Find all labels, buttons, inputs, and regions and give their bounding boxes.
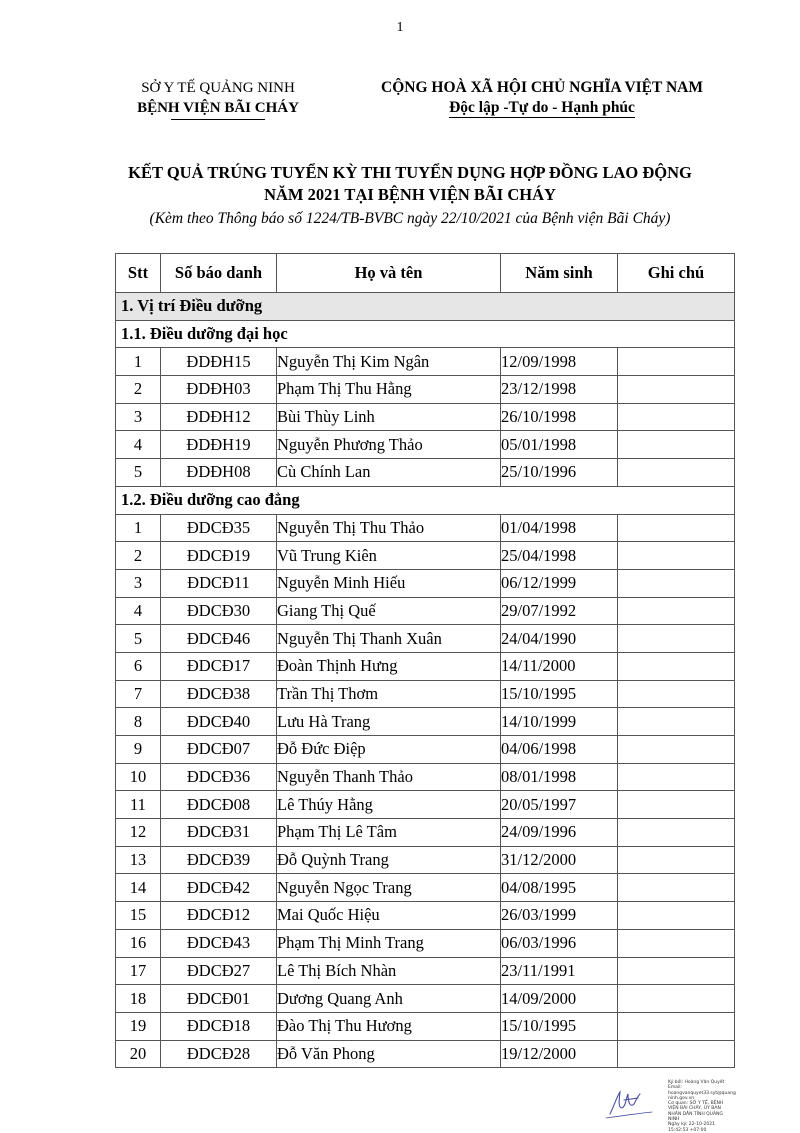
cell-full-name: Nguyễn Thị Thu Thảo xyxy=(277,514,501,542)
signature-info-line: Email: xyxy=(668,1085,683,1091)
header-birth-date: Năm sinh xyxy=(501,254,618,293)
table-row xyxy=(116,874,735,902)
cell-full-name: Phạm Thị Lê Tâm xyxy=(277,819,501,847)
table-row xyxy=(116,652,735,680)
cell-candidate-number: ĐDCĐ43 xyxy=(161,929,277,957)
section-heading-university-nursing-label: 1.1. Điều dưỡng đại học xyxy=(116,320,735,348)
cell-birth-date: 08/01/1998 xyxy=(501,763,618,791)
cell-candidate-number: ĐDCĐ31 xyxy=(161,819,277,847)
cell-stt: 17 xyxy=(116,957,161,985)
cell-candidate-number: ĐDCĐ39 xyxy=(161,846,277,874)
table-body xyxy=(116,293,735,1068)
cell-birth-date: 15/10/1995 xyxy=(501,680,618,708)
cell-candidate-number: ĐDCĐ46 xyxy=(161,625,277,653)
cell-birth-date: 06/03/1996 xyxy=(501,929,618,957)
table-row xyxy=(116,348,735,376)
cell-stt: 2 xyxy=(116,376,161,404)
cell-birth-date: 26/03/1999 xyxy=(501,902,618,930)
cell-note xyxy=(618,957,735,985)
table-row xyxy=(116,929,735,957)
cell-full-name: Mai Quốc Hiệu xyxy=(277,902,501,930)
signature-info-line: hoangvanquyet33.syt@quang xyxy=(668,1090,736,1096)
signature-info-line: Cơ quan: SỞ Y TẾ, BỆNH xyxy=(668,1101,724,1107)
table-row xyxy=(116,431,735,459)
cell-stt: 15 xyxy=(116,902,161,930)
cell-birth-date: 05/01/1998 xyxy=(501,431,618,459)
cell-candidate-number: ĐDCĐ36 xyxy=(161,763,277,791)
signature-info-line: Ngày ký: 22-10-2021 xyxy=(668,1122,715,1128)
cell-note xyxy=(618,985,735,1013)
cell-stt: 1 xyxy=(116,348,161,376)
table-row xyxy=(116,542,735,570)
header-candidate-number: Số báo danh xyxy=(161,254,277,293)
cell-note xyxy=(618,708,735,736)
document-title-line2: NĂM 2021 TẠI BỆNH VIỆN BÃI CHÁY xyxy=(264,185,556,204)
issuer-hospital: BỆNH VIỆN BÃI CHÁY xyxy=(137,100,299,116)
cell-candidate-number: ĐDĐH15 xyxy=(161,348,277,376)
cell-full-name: Giang Thị Quế xyxy=(277,597,501,625)
cell-note xyxy=(618,431,735,459)
table-row xyxy=(116,819,735,847)
table-row xyxy=(116,736,735,764)
header-stt: Stt xyxy=(116,254,161,293)
cell-full-name: Bùi Thùy Linh xyxy=(277,403,501,431)
document-title-line1: KẾT QUẢ TRÚNG TUYỂN KỲ THI TUYỂN DỤNG HỢP ĐỒNG LAO ĐỘNG xyxy=(128,163,692,182)
cell-full-name: Đỗ Quỳnh Trang xyxy=(277,846,501,874)
cell-full-name: Nguyễn Ngọc Trang xyxy=(277,874,501,902)
issuer-department: SỞ Y TẾ QUẢNG NINH xyxy=(141,80,295,96)
cell-candidate-number: ĐDCĐ42 xyxy=(161,874,277,902)
group-heading-nursing xyxy=(116,293,735,321)
cell-candidate-number: ĐDĐH03 xyxy=(161,376,277,404)
cell-note xyxy=(618,819,735,847)
cell-note xyxy=(618,376,735,404)
cell-candidate-number: ĐDCĐ18 xyxy=(161,1012,277,1040)
cell-birth-date: 29/07/1992 xyxy=(501,597,618,625)
cell-note xyxy=(618,625,735,653)
table-row xyxy=(116,459,735,487)
cell-candidate-number: ĐDCĐ30 xyxy=(161,597,277,625)
cell-full-name: Trần Thị Thơm xyxy=(277,680,501,708)
cell-candidate-number: ĐDCĐ40 xyxy=(161,708,277,736)
table-row xyxy=(116,403,735,431)
cell-note xyxy=(618,1040,735,1068)
cell-full-name: Phạm Thị Thu Hằng xyxy=(277,376,501,404)
cell-birth-date: 25/04/1998 xyxy=(501,542,618,570)
cell-birth-date: 24/09/1996 xyxy=(501,819,618,847)
cell-full-name: Nguyễn Thị Thanh Xuân xyxy=(277,625,501,653)
cell-note xyxy=(618,569,735,597)
table-row xyxy=(116,846,735,874)
cell-birth-date: 20/05/1997 xyxy=(501,791,618,819)
signature-info-line: VIỆN BÃI CHÁY, ỦY BAN xyxy=(668,1106,721,1112)
cell-birth-date: 14/09/2000 xyxy=(501,985,618,1013)
cell-candidate-number: ĐDCĐ08 xyxy=(161,791,277,819)
section-heading-college-nursing xyxy=(116,486,735,514)
section-heading-college-nursing-label: 1.2. Điều dưỡng cao đẳng xyxy=(116,486,735,514)
cell-note xyxy=(618,902,735,930)
section-heading-university-nursing xyxy=(116,320,735,348)
cell-birth-date: 23/11/1991 xyxy=(501,957,618,985)
cell-full-name: Phạm Thị Minh Trang xyxy=(277,929,501,957)
cell-note xyxy=(618,763,735,791)
cell-note xyxy=(618,459,735,487)
cell-stt: 3 xyxy=(116,403,161,431)
cell-stt: 6 xyxy=(116,652,161,680)
page-number: 1 xyxy=(396,20,404,35)
cell-birth-date: 25/10/1996 xyxy=(501,459,618,487)
cell-full-name: Đoàn Thịnh Hưng xyxy=(277,652,501,680)
signature-info-line: 15:42:53 +07:00 xyxy=(668,1127,707,1133)
document-subtitle: (Kèm theo Thông báo số 1224/TB-BVBC ngày 22/10/2021 của Bệnh viện Bãi Cháy) xyxy=(149,210,671,227)
cell-full-name: Đào Thị Thu Hương xyxy=(277,1012,501,1040)
signature-info-line: Ký bởi: Hoàng Văn Quyết xyxy=(668,1080,725,1085)
cell-candidate-number: ĐDCĐ01 xyxy=(161,985,277,1013)
digital-signature-info xyxy=(668,1080,778,1133)
table-row xyxy=(116,597,735,625)
cell-birth-date: 14/11/2000 xyxy=(501,652,618,680)
cell-candidate-number: ĐDCĐ07 xyxy=(161,736,277,764)
cell-candidate-number: ĐDCĐ19 xyxy=(161,542,277,570)
cell-note xyxy=(618,846,735,874)
cell-candidate-number: ĐDCĐ12 xyxy=(161,902,277,930)
cell-candidate-number: ĐDCĐ38 xyxy=(161,680,277,708)
cell-full-name: Nguyễn Thị Kim Ngân xyxy=(277,348,501,376)
cell-note xyxy=(618,652,735,680)
cell-note xyxy=(618,542,735,570)
cell-candidate-number: ĐDCĐ27 xyxy=(161,957,277,985)
cell-note xyxy=(618,874,735,902)
cell-candidate-number: ĐDCĐ17 xyxy=(161,652,277,680)
issuer-block xyxy=(118,78,318,120)
cell-stt: 13 xyxy=(116,846,161,874)
cell-birth-date: 04/06/1998 xyxy=(501,736,618,764)
cell-birth-date: 15/10/1995 xyxy=(501,1012,618,1040)
cell-stt: 8 xyxy=(116,708,161,736)
cell-birth-date: 19/12/2000 xyxy=(501,1040,618,1068)
cell-birth-date: 26/10/1998 xyxy=(501,403,618,431)
cell-full-name: Nguyễn Phương Thảo xyxy=(277,431,501,459)
cell-candidate-number: ĐDCĐ35 xyxy=(161,514,277,542)
table-row xyxy=(116,680,735,708)
cell-full-name: Đỗ Văn Phong xyxy=(277,1040,501,1068)
signature-info-line: NINH xyxy=(668,1117,680,1123)
document-title xyxy=(80,162,740,206)
cell-birth-date: 14/10/1999 xyxy=(501,708,618,736)
table-row xyxy=(116,569,735,597)
cell-birth-date: 01/04/1998 xyxy=(501,514,618,542)
cell-birth-date: 12/09/1998 xyxy=(501,348,618,376)
cell-birth-date: 31/12/2000 xyxy=(501,846,618,874)
cell-birth-date: 06/12/1999 xyxy=(501,569,618,597)
cell-note xyxy=(618,597,735,625)
table-row xyxy=(116,957,735,985)
cell-full-name: Lưu Hà Trang xyxy=(277,708,501,736)
cell-stt: 1 xyxy=(116,514,161,542)
table-row xyxy=(116,763,735,791)
cell-note xyxy=(618,680,735,708)
cell-stt: 11 xyxy=(116,791,161,819)
cell-stt: 20 xyxy=(116,1040,161,1068)
cell-stt: 19 xyxy=(116,1012,161,1040)
cell-note xyxy=(618,791,735,819)
cell-stt: 9 xyxy=(116,736,161,764)
cell-full-name: Cù Chính Lan xyxy=(277,459,501,487)
cell-stt: 10 xyxy=(116,763,161,791)
cell-full-name: Dương Quang Anh xyxy=(277,985,501,1013)
cell-note xyxy=(618,929,735,957)
cell-candidate-number: ĐDCĐ11 xyxy=(161,569,277,597)
cell-full-name: Đỗ Đức Điệp xyxy=(277,736,501,764)
table-row xyxy=(116,376,735,404)
cell-candidate-number: ĐDĐH12 xyxy=(161,403,277,431)
cell-note xyxy=(618,348,735,376)
cell-full-name: Nguyễn Minh Hiếu xyxy=(277,569,501,597)
cell-stt: 16 xyxy=(116,929,161,957)
table-row xyxy=(116,985,735,1013)
signature-info-line: NHÂN DÂN TỈNH QUẢNG xyxy=(668,1111,723,1117)
cell-stt: 4 xyxy=(116,431,161,459)
table-row xyxy=(116,1040,735,1068)
cell-candidate-number: ĐDĐH08 xyxy=(161,459,277,487)
table-row xyxy=(116,625,735,653)
table-row xyxy=(116,514,735,542)
table-row xyxy=(116,1012,735,1040)
table-row xyxy=(116,902,735,930)
cell-full-name: Lê Thị Bích Nhàn xyxy=(277,957,501,985)
country-name: CỘNG HOÀ XÃ HỘI CHỦ NGHĨA VIỆT NAM xyxy=(381,79,703,96)
cell-stt: 3 xyxy=(116,569,161,597)
national-motto-block xyxy=(352,78,732,118)
results-table xyxy=(115,253,735,1068)
cell-stt: 14 xyxy=(116,874,161,902)
cell-birth-date: 04/08/1995 xyxy=(501,874,618,902)
cell-note xyxy=(618,1012,735,1040)
cell-note xyxy=(618,403,735,431)
table-row xyxy=(116,708,735,736)
cell-candidate-number: ĐDĐH19 xyxy=(161,431,277,459)
cell-stt: 7 xyxy=(116,680,161,708)
cell-stt: 2 xyxy=(116,542,161,570)
handwritten-signature xyxy=(604,1086,656,1122)
cell-stt: 5 xyxy=(116,625,161,653)
cell-full-name: Nguyễn Thanh Thảo xyxy=(277,763,501,791)
group-heading-nursing-label: 1. Vị trí Điều dưỡng xyxy=(116,293,735,321)
cell-stt: 4 xyxy=(116,597,161,625)
signature-info-line: ninh.gov.vn xyxy=(668,1095,695,1101)
cell-note xyxy=(618,736,735,764)
cell-stt: 5 xyxy=(116,459,161,487)
cell-stt: 12 xyxy=(116,819,161,847)
issuer-underline xyxy=(171,119,265,120)
cell-birth-date: 23/12/1998 xyxy=(501,376,618,404)
cell-candidate-number: ĐDCĐ28 xyxy=(161,1040,277,1068)
cell-full-name: Lê Thúy Hằng xyxy=(277,791,501,819)
cell-stt: 18 xyxy=(116,985,161,1013)
cell-birth-date: 24/04/1990 xyxy=(501,625,618,653)
table-header-row xyxy=(116,254,735,293)
header-full-name: Họ và tên xyxy=(277,254,501,293)
header-note: Ghi chú xyxy=(618,254,735,293)
national-motto: Độc lập -Tự do - Hạnh phúc xyxy=(449,99,635,116)
cell-full-name: Vũ Trung Kiên xyxy=(277,542,501,570)
cell-note xyxy=(618,514,735,542)
table-row xyxy=(116,791,735,819)
